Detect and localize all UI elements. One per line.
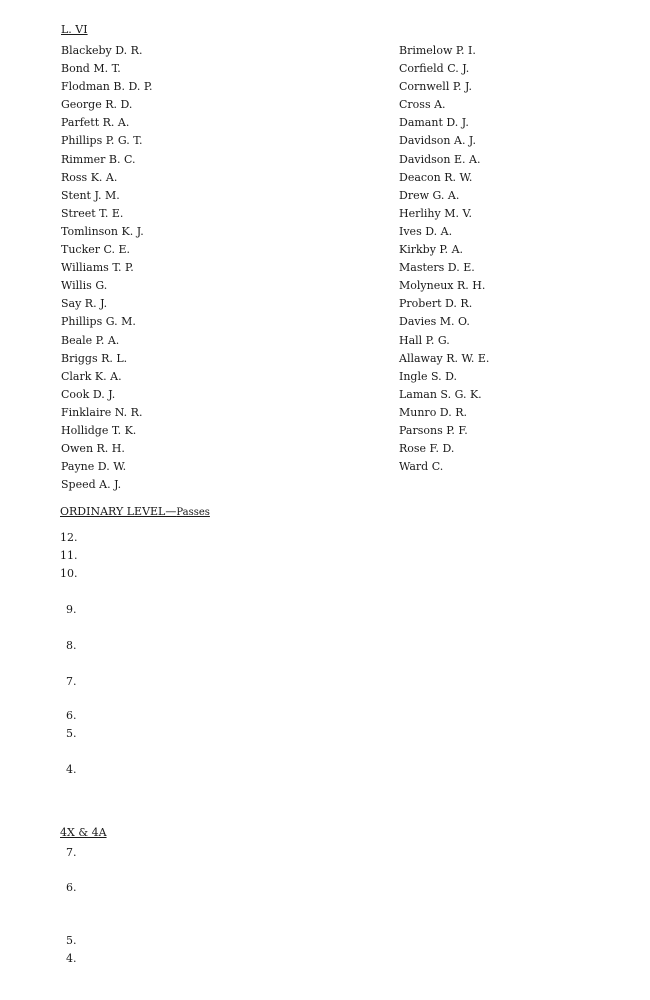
ordinary-number: 4. — [66, 763, 77, 776]
lvi-left-column — [61, 42, 153, 494]
ordinary-number: 9. — [66, 603, 77, 616]
student-name: Davidson E. A. — [399, 152, 481, 166]
form-4x-4a-heading: 4X & 4A — [60, 826, 107, 839]
student-name: Speed A. J. — [61, 478, 122, 492]
student-name: Cook D. J. — [61, 387, 116, 401]
student-name: Willis G. — [61, 279, 108, 293]
student-name: Clark K. A. — [61, 369, 122, 383]
form4-number: 7. — [66, 846, 77, 859]
student-name: Davies M. O. — [399, 315, 470, 329]
student-name: Davidson A. J. — [399, 134, 476, 148]
student-name: Masters D. E. — [399, 261, 475, 275]
ordinary-level-subtitle: Passes — [176, 507, 210, 518]
student-name: Williams T. P. — [61, 261, 134, 275]
student-name: Rimmer B. C. — [61, 152, 136, 166]
student-name: Stent J. M. — [61, 188, 120, 202]
ordinary-number: 11. — [60, 549, 78, 562]
student-name: Probert D. R. — [399, 297, 473, 311]
student-name: Ives D. A. — [399, 224, 453, 238]
ordinary-number: 8. — [66, 639, 77, 652]
student-name: Damant D. J. — [399, 116, 469, 130]
ordinary-level-heading — [60, 505, 210, 518]
student-name: Ingle S. D. — [399, 369, 458, 383]
ordinary-number: 12. — [60, 531, 78, 544]
student-name: Ward C. — [399, 460, 444, 474]
student-name: Say R. J. — [61, 297, 108, 311]
lvi-right-column — [399, 42, 489, 476]
student-name: Tucker C. E. — [61, 243, 131, 257]
student-name: Hollidge T. K. — [61, 423, 137, 437]
student-name: Deacon R. W. — [399, 170, 473, 184]
student-name: Blackeby D. R. — [61, 44, 143, 57]
student-name: Rose F. D. — [399, 442, 455, 456]
student-name: Bond M. T. — [61, 62, 121, 76]
student-name: Street T. E. — [61, 206, 124, 220]
student-name: George R. D. — [61, 98, 133, 112]
student-name: Parsons P. F. — [399, 423, 468, 437]
form4-number: 6. — [66, 881, 77, 894]
student-name: Drew G. A. — [399, 188, 460, 202]
student-name: Munro D. R. — [399, 405, 468, 419]
student-name: Tomlinson K. J. — [61, 224, 144, 238]
student-name: Cross A. — [399, 98, 446, 112]
student-name: Allaway R. W. E. — [399, 351, 490, 365]
student-name: Herlihy M. V. — [399, 206, 472, 220]
student-name: Corfield C. J. — [399, 62, 470, 76]
ordinary-level-title: ORDINARY LEVEL— — [60, 505, 177, 518]
student-name: Flodman B. D. P. — [61, 80, 153, 94]
student-name: Finklaire N. R. — [61, 405, 143, 419]
ordinary-number: 10. — [60, 567, 78, 580]
student-name: Payne D. W. — [61, 460, 127, 474]
student-name: Ross K. A. — [61, 170, 118, 184]
form4-number: 4. — [66, 952, 77, 965]
student-name: Hall P. G. — [399, 333, 450, 347]
ordinary-number: 7. — [66, 675, 77, 688]
form4-number: 5. — [66, 934, 77, 947]
student-name: Parfett R. A. — [61, 116, 130, 130]
student-name: Owen R. H. — [61, 442, 125, 456]
ordinary-number: 6. — [66, 709, 77, 722]
student-name: Molyneux R. H. — [399, 279, 486, 293]
student-name: Phillips G. M. — [61, 315, 136, 329]
lvi-heading: L. VI — [61, 23, 88, 36]
student-name: Cornwell P. J. — [399, 80, 473, 94]
student-name: Laman S. G. K. — [399, 387, 482, 401]
student-name: Beale P. A. — [61, 333, 120, 347]
student-name: Phillips P. G. T. — [61, 134, 143, 148]
student-name: Briggs R. L. — [61, 351, 128, 365]
student-name: Kirkby P. A. — [399, 243, 464, 257]
ordinary-number: 5. — [66, 727, 77, 740]
student-name: Brimelow P. I. — [399, 44, 476, 57]
